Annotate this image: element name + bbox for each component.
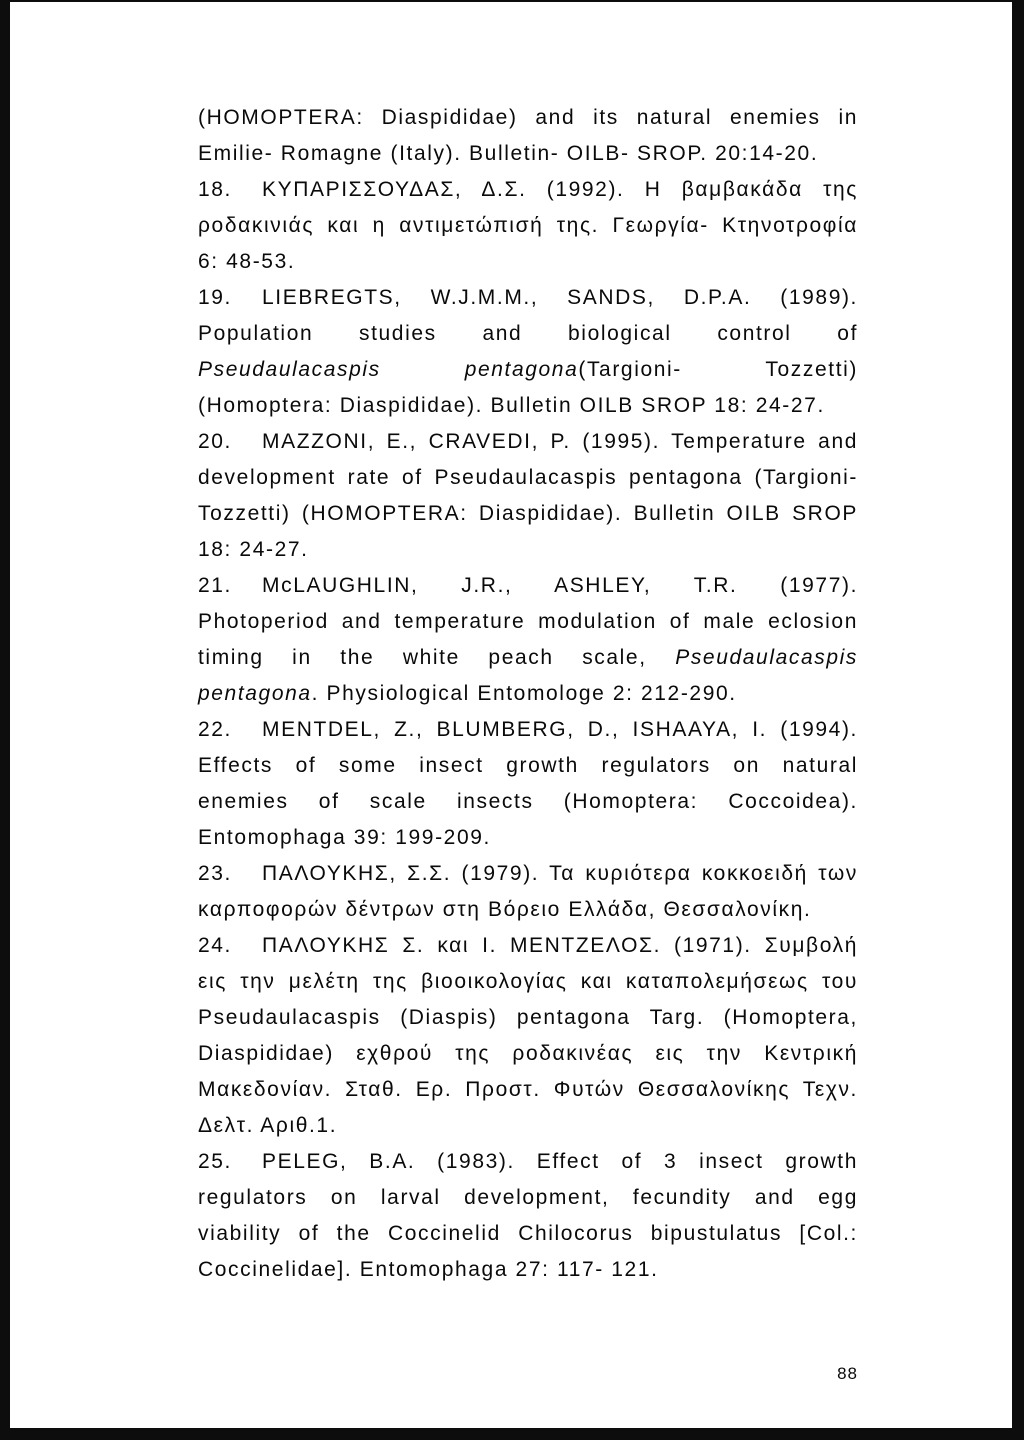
reference-authors-line: McLAUGHLIN, J.R., ASHLEY, T.R. (1977). bbox=[262, 574, 858, 597]
reference-line: (HOMOPTERA: Diaspididae) and its natural enemies in bbox=[198, 106, 858, 129]
reference-text: . Physiological Entomologe 2: 212-290. bbox=[311, 682, 737, 705]
reference-entry-22 bbox=[198, 712, 858, 856]
reference-line: Μακεδονίαν. Σταθ. Ερ. Προστ. Φυτών Θεσσαλονίκης Τεχν. bbox=[198, 1078, 858, 1101]
scan-border-right bbox=[1012, 0, 1024, 1440]
reference-authors-line: MENTDEL, Z., BLUMBERG, D., ISHAAYA, I. (1994). bbox=[262, 718, 858, 741]
reference-line: regulators on larval development, fecundity and egg bbox=[198, 1186, 858, 1209]
reference-authors-line: PELEG, B.A. (1983). Effect of 3 insect growth bbox=[262, 1150, 858, 1173]
reference-text: (Targioni- Tozzetti) bbox=[578, 358, 858, 381]
reference-line: viability of the Coccinelid Chilocorus bipustulatus [Col.: bbox=[198, 1222, 858, 1245]
reference-line: Effects of some insect growth regulators on natural bbox=[198, 754, 858, 777]
reference-entry-24 bbox=[198, 928, 858, 1144]
reference-line: 18: 24-27. bbox=[198, 538, 309, 561]
reference-entry-25 bbox=[198, 1144, 858, 1288]
reference-authors-line: LIEBREGTS, W.J.M.M., SANDS, D.P.A. (1989). bbox=[262, 286, 858, 309]
reference-line bbox=[198, 352, 858, 388]
reference-entry-23 bbox=[198, 856, 858, 928]
reference-line: Entomophaga 39: 199-209. bbox=[198, 826, 491, 849]
reference-line: Emilie- Romagne (Italy). Bulletin- OILB- SROP. 20:14-20. bbox=[198, 142, 819, 165]
reference-text: timing in the white peach scale, bbox=[198, 646, 647, 669]
reference-line: development rate of Pseudaulacaspis pentagona (Targioni- bbox=[198, 466, 858, 489]
reference-number: 20. bbox=[198, 430, 232, 453]
reference-number: 21. bbox=[198, 574, 232, 597]
reference-line: Pseudaulacaspis (Diaspis) pentagona Targ. (Homoptera, bbox=[198, 1006, 858, 1029]
scan-border-bottom bbox=[0, 1428, 1024, 1440]
reference-first-line bbox=[198, 1144, 858, 1180]
species-name: Pseudaulacaspis bbox=[198, 358, 381, 381]
reference-line: εις την μελέτη της βιοοικολογίας και καταπολεμήσεως του bbox=[198, 970, 858, 993]
reference-number: 23. bbox=[198, 862, 232, 885]
scan-border-left bbox=[0, 0, 10, 1440]
reference-line: Δελτ. Αριθ.1. bbox=[198, 1114, 338, 1137]
reference-number: 19. bbox=[198, 286, 232, 309]
reference-first-line bbox=[198, 712, 858, 748]
reference-number: 25. bbox=[198, 1150, 232, 1173]
reference-number: 22. bbox=[198, 718, 232, 741]
reference-line: Diaspididae) εχθρού της ροδακινέας εις την Κεντρική bbox=[198, 1042, 858, 1065]
reference-first-line bbox=[198, 280, 858, 316]
reference-entry-18 bbox=[198, 172, 858, 280]
reference-authors-line: ΚΥΠΑΡΙΣΣΟΥΔΑΣ, Δ.Σ. (1992). Η βαμβακάδα της bbox=[262, 178, 858, 201]
reference-entry-20 bbox=[198, 424, 858, 568]
reference-line: Population studies and biological control of bbox=[198, 322, 858, 345]
reference-line: ροδακινιάς και η αντιμετώπισή της. Γεωργία- Κτηνοτροφία bbox=[198, 214, 858, 237]
reference-authors-line: ΠΑΛΟΥΚΗΣ, Σ.Σ. (1979). Τα κυριότερα κοκκοειδή των bbox=[262, 862, 858, 885]
reference-line bbox=[198, 640, 858, 676]
reference-line: 6: 48-53. bbox=[198, 250, 296, 273]
reference-number: 18. bbox=[198, 178, 232, 201]
scan-border-top bbox=[0, 0, 1024, 2]
reference-line: enemies of scale insects (Homoptera: Coccoidea). bbox=[198, 790, 858, 813]
reference-list bbox=[198, 100, 858, 1288]
species-name: pentagona bbox=[464, 358, 579, 381]
reference-entry-21 bbox=[198, 568, 858, 712]
reference-first-line bbox=[198, 424, 858, 460]
reference-entry-19 bbox=[198, 280, 858, 424]
reference-first-line bbox=[198, 928, 858, 964]
reference-first-line bbox=[198, 856, 858, 892]
reference-continuation bbox=[198, 100, 858, 172]
reference-authors-line: ΠΑΛΟΥΚΗΣ Σ. και Ι. ΜΕΝΤΖΕΛΟΣ. (1971). Συμβολή bbox=[262, 934, 858, 957]
reference-line: (Homoptera: Diaspididae). Bulletin OILB SROP 18: 24-27. bbox=[198, 394, 825, 417]
reference-number: 24. bbox=[198, 934, 232, 957]
species-name: Pseudaulacaspis bbox=[675, 646, 858, 669]
reference-line: Photoperiod and temperature modulation of male eclosion bbox=[198, 610, 858, 633]
page-number: 88 bbox=[837, 1364, 858, 1383]
reference-first-line bbox=[198, 172, 858, 208]
reference-line bbox=[198, 676, 858, 712]
reference-line: καρποφορών δέντρων στη Βόρειο Ελλάδα, Θεσσαλονίκη. bbox=[198, 898, 812, 921]
reference-authors-line: MAZZONI, E., CRAVEDI, P. (1995). Temperature and bbox=[262, 430, 858, 453]
reference-line: Tozzetti) (HOMOPTERA: Diaspididae). Bulletin OILB SROP bbox=[198, 502, 858, 525]
species-name: pentagona bbox=[198, 682, 312, 705]
reference-line: Coccinelidae]. Entomophaga 27: 117- 121. bbox=[198, 1258, 659, 1281]
reference-first-line bbox=[198, 568, 858, 604]
